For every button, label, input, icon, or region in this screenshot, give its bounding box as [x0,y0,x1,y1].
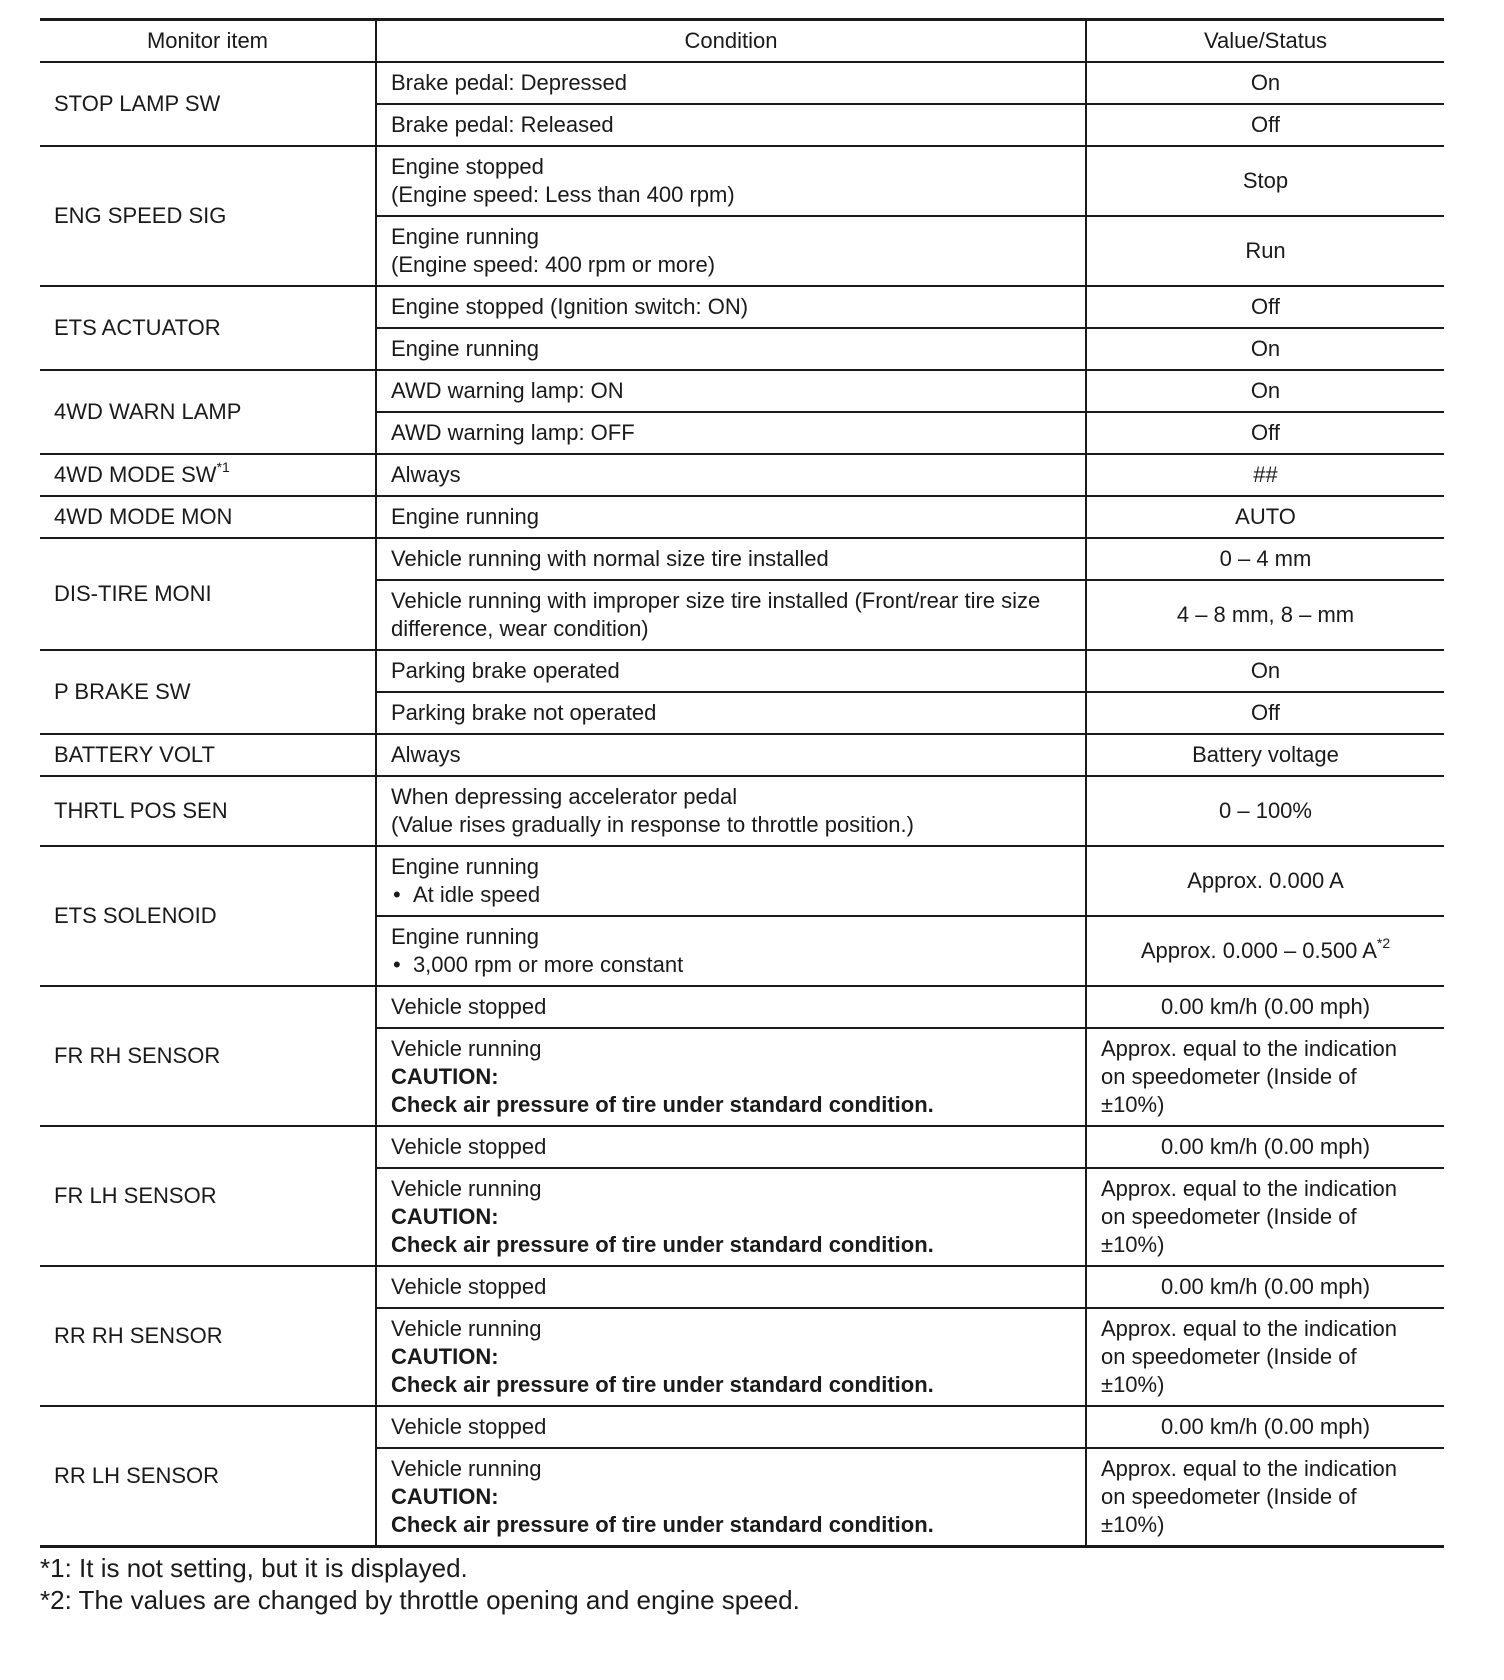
value-status-cell [1086,104,1444,146]
condition-line: Engine running [391,854,540,879]
table-row [40,986,1444,1028]
header-value-status: Value/Status [1086,20,1444,63]
condition-line: Check air pressure of tire under standard condition. [391,1512,934,1537]
table-row [40,62,1444,104]
value-line: Off [1251,112,1280,137]
document [40,18,1444,1616]
value-line: On [1250,658,1281,683]
value-line: Approx. equal to the indication [1101,1456,1397,1481]
value-status-cell [1086,1168,1444,1266]
condition-cell [376,104,1086,146]
header-monitor-item: Monitor item [40,20,376,63]
monitor-item-cell [40,62,376,146]
value-line: ±10%) [1101,1232,1165,1257]
table-row [40,734,1444,776]
value-status-cell [1086,286,1444,328]
condition-cell [376,846,1086,916]
condition-cell [376,1028,1086,1126]
condition-cell [376,986,1086,1028]
condition-cell [376,286,1086,328]
monitor-item-name: FR LH SENSOR [54,1183,217,1208]
monitor-item-name: THRTL POS SEN [54,798,228,823]
value-line: on speedometer (Inside of [1101,1484,1357,1509]
monitor-item-cell [40,1266,376,1406]
condition-line: (Engine speed: 400 rpm or more) [391,252,716,277]
monitor-item-cell [40,986,376,1126]
condition-line: Always [391,462,461,487]
condition-line: CAUTION: [391,1344,499,1369]
value-line: On [1250,336,1281,361]
value-status-cell [1086,734,1444,776]
value-line: Battery voltage [1192,742,1339,767]
monitor-item-cell [40,846,376,986]
value-line: ±10%) [1101,1512,1165,1537]
value-status-cell [1086,1406,1444,1448]
monitor-item-cell [40,538,376,650]
condition-line: CAUTION: [391,1204,499,1229]
condition-cell [376,1406,1086,1448]
value-status-cell [1086,580,1444,650]
condition-line: Engine stopped (Ignition switch: ON) [391,294,749,319]
condition-line: • At idle speed [391,881,1071,909]
value-status-cell [1086,650,1444,692]
monitor-item-table [40,18,1444,1548]
table-row [40,496,1444,538]
condition-cell [376,1448,1086,1547]
monitor-item-name: RR LH SENSOR [54,1463,220,1488]
monitor-item-cell [40,496,376,538]
value-status-cell [1086,328,1444,370]
table-row [40,1266,1444,1308]
value-status-cell [1086,538,1444,580]
value-line: 4 – 8 mm, 8 – mm [1176,602,1355,627]
value-line: 0.00 km/h (0.00 mph) [1160,1134,1371,1159]
condition-cell [376,1168,1086,1266]
footnote-ref: *2 [1376,935,1391,951]
value-status-cell [1086,1028,1444,1126]
value-line: on speedometer (Inside of [1101,1064,1357,1089]
condition-line: When depressing accelerator pedal [391,784,738,809]
value-status-cell [1086,776,1444,846]
condition-cell [376,650,1086,692]
value-line: On [1250,70,1281,95]
value-line: 0 – 100% [1219,798,1312,823]
monitor-item-name: 4WD MODE MON [54,504,233,529]
value-line: Off [1251,294,1280,319]
value-line: 0.00 km/h (0.00 mph) [1160,994,1371,1019]
value-status-cell [1086,370,1444,412]
value-line: 0.00 km/h (0.00 mph) [1160,1414,1371,1439]
value-status-cell [1086,986,1444,1028]
value-line: on speedometer (Inside of [1101,1344,1357,1369]
value-status-cell [1086,496,1444,538]
value-line: ±10%) [1101,1092,1165,1117]
condition-line: Brake pedal: Released [391,112,614,137]
table-row [40,1406,1444,1448]
value-line: Approx. equal to the indication [1101,1176,1397,1201]
value-status-cell [1086,1266,1444,1308]
monitor-item-name: FR RH SENSOR [54,1043,221,1068]
monitor-item-cell [40,146,376,286]
condition-line: Parking brake not operated [391,700,657,725]
monitor-item-name: DIS-TIRE MONI [54,581,212,606]
condition-line: Check air pressure of tire under standard condition. [391,1372,934,1397]
condition-cell [376,454,1086,496]
monitor-item-name: ETS ACTUATOR [54,315,221,340]
value-status-cell [1086,146,1444,216]
footnote-ref: *1 [216,459,230,475]
table-row [40,454,1444,496]
monitor-item-name: P BRAKE SW [54,679,191,704]
table-row [40,650,1444,692]
value-line: on speedometer (Inside of [1101,1204,1357,1229]
condition-cell [376,916,1086,986]
value-line: Off [1251,420,1280,445]
condition-line: CAUTION: [391,1484,499,1509]
condition-line: Vehicle running with improper size tire installed (Front/rear tire size difference, wear condition) [391,588,1041,641]
monitor-item-cell [40,370,376,454]
value-line: Stop [1242,168,1289,193]
monitor-item-name: 4WD WARN LAMP [54,399,242,424]
table-row [40,1126,1444,1168]
condition-cell [376,496,1086,538]
monitor-item-name: STOP LAMP SW [54,91,221,116]
monitor-item-name: RR RH SENSOR [54,1323,223,1348]
value-line: Approx. equal to the indication [1101,1316,1397,1341]
header-condition: Condition [376,20,1086,63]
condition-line: CAUTION: [391,1064,499,1089]
value-line: 0.00 km/h (0.00 mph) [1160,1274,1371,1299]
value-status-cell [1086,1126,1444,1168]
condition-cell [376,1126,1086,1168]
condition-line: Engine running [391,336,540,361]
condition-line: Vehicle running [391,1316,542,1341]
value-status-cell [1086,692,1444,734]
value-status-cell [1086,454,1444,496]
table-body [40,62,1444,1547]
condition-cell [376,146,1086,216]
condition-line: Check air pressure of tire under standard condition. [391,1232,934,1257]
monitor-item-name: 4WD MODE SW [54,462,217,487]
value-status-cell [1086,1448,1444,1547]
monitor-item-cell [40,1406,376,1547]
table-header-row [40,20,1444,63]
condition-line: Vehicle running [391,1456,542,1481]
condition-line: Check air pressure of tire under standard condition. [391,1092,934,1117]
table-row [40,846,1444,916]
condition-line: Vehicle stopped [391,1134,547,1159]
condition-line: AWD warning lamp: OFF [391,420,635,445]
condition-line: Engine running [391,504,540,529]
condition-line: Brake pedal: Depressed [391,70,628,95]
condition-cell [376,580,1086,650]
condition-line: Vehicle running with normal size tire installed [391,546,829,571]
condition-cell [376,734,1086,776]
monitor-item-cell [40,1126,376,1266]
monitor-item-name: BATTERY VOLT [54,742,215,767]
condition-line: Vehicle stopped [391,994,547,1019]
condition-cell [376,412,1086,454]
value-status-cell [1086,216,1444,286]
value-line: AUTO [1235,504,1296,529]
value-line: Approx. 0.000 A [1187,868,1344,893]
monitor-item-cell [40,776,376,846]
value-line: ## [1253,462,1278,487]
table-row [40,370,1444,412]
value-line: Run [1245,238,1286,263]
table-row [40,776,1444,846]
condition-line: (Value rises gradually in response to throttle position.) [391,812,914,837]
condition-cell [376,1308,1086,1406]
value-line: Approx. equal to the indication [1101,1036,1397,1061]
footnotes [40,1552,1444,1616]
monitor-item-cell [40,734,376,776]
condition-line: Engine stopped [391,154,544,179]
condition-line: (Engine speed: Less than 400 rpm) [391,182,735,207]
condition-line: Vehicle running [391,1036,542,1061]
value-text: Approx. 0.000 – 0.500 A [1140,938,1377,963]
footnote-1: *1: It is not setting, but it is displayed. [40,1553,468,1583]
value-line: 0 – 4 mm [1219,546,1312,571]
condition-cell [376,370,1086,412]
condition-line: • 3,000 rpm or more constant [391,951,1071,979]
table-row [40,146,1444,216]
condition-line: Vehicle running [391,1176,542,1201]
value-status-cell [1086,412,1444,454]
monitor-item-cell [40,454,376,496]
value-status-cell [1086,916,1444,986]
condition-line: Parking brake operated [391,658,620,683]
value-line: On [1250,378,1281,403]
condition-cell [376,692,1086,734]
condition-line: Vehicle stopped [391,1274,547,1299]
condition-cell [376,328,1086,370]
condition-cell [376,1266,1086,1308]
value-line: ±10%) [1101,1372,1165,1397]
condition-cell [376,776,1086,846]
condition-line: Engine running [391,224,540,249]
value-line: Off [1251,700,1280,725]
monitor-item-cell [40,650,376,734]
monitor-item-name: ENG SPEED SIG [54,203,227,228]
condition-cell [376,216,1086,286]
value-status-cell [1086,1308,1444,1406]
monitor-item-cell [40,286,376,370]
table-row [40,538,1444,580]
condition-line: Always [391,742,461,767]
condition-cell [376,538,1086,580]
table-row [40,286,1444,328]
monitor-item-name: ETS SOLENOID [54,903,217,928]
value-status-cell [1086,62,1444,104]
value-line [1101,937,1430,965]
condition-line: Engine running [391,924,540,949]
footnote-2: *2: The values are changed by throttle opening and engine speed. [40,1585,800,1615]
condition-line: AWD warning lamp: ON [391,378,624,403]
condition-cell [376,62,1086,104]
condition-line: Vehicle stopped [391,1414,547,1439]
value-status-cell [1086,846,1444,916]
